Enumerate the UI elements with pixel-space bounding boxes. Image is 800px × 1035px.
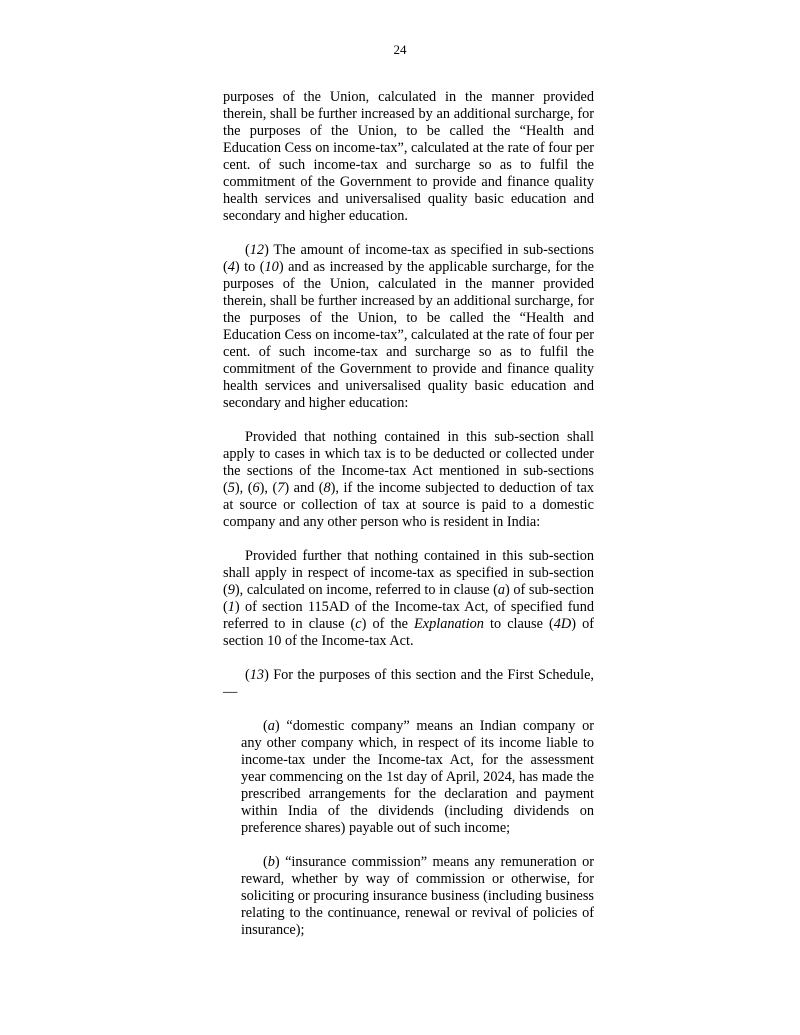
clause-letter: a [267,718,275,734]
proviso-1: Provided that nothing contained in this sub-section shall apply to cases in which tax is to be deducted or collected under the sections of the Income-tax Act mentioned in sub-sections (5), (6), (7) and (8), if the income subjected to deduction of tax at source or collection of tax at source is paid to a domestic company and any other person who is resident in India: [223,429,594,530]
sub-section-number: 13 [249,667,265,683]
sub-section-number: 12 [249,242,265,258]
document-body [223,89,594,956]
paragraph-continued [223,89,594,225]
proviso-2: Provided further that nothing contained in this sub-section shall apply in respect of income-tax as specified in sub-section (9), calculated on income, referred to in clause (a) of sub-section (1) of section 115AD of the Income-tax Act, of specified fund referred to in clause (c) of the Explanation to clause (4D) of section 10 of the Income-tax Act. [223,548,595,649]
clause-b: (b) “insurance commission” means any remuneration or reward, whether by way of commission or otherwise, for soliciting or procuring insurance business (including business relating to the continuance, renewal or revival of policies of insurance); [241,854,594,938]
page-number: 24 [393,42,407,57]
clause-letter: b [267,854,275,870]
clause-a: (a) “domestic company” means an Indian company or any other company which, in respect of its income liable to income-tax under the Income-tax Act, for the assessment year commencing on the 1st day of April, 2024, has made the prescribed arrangements for the declaration and payment within India of the dividends (including dividends on preference shares) payable out of such income; [241,718,594,836]
sub-section-12: (12) The amount of income-tax as specified in sub-sections (4) to (10) and as increased by the applicable surcharge, for the purposes of the Union, calculated in the manner provided therein, shall be further increased by an additional surcharge, for the purposes of the Union, to be called the “Health and Education Cess on income-tax”, calculated at the rate of four per cent. of such income-tax and surcharge so as to fulfil the commitment of the Government to provide and finance quality health services and universalised quality basic education and secondary and higher education: [223,242,594,411]
sub-section-13: (13) For the purposes of this section and the First Schedule,— [223,667,594,700]
paragraph-text: purposes of the Union, calculated in the manner provided therein, shall be further increased by an additional surcharge, for the purposes of the Union, to be called the “Health and Education Cess on income-tax”, calculated at the rate of four per cent. of such income-tax and surcharge so as to fulfil the commitment of the Government to provide and finance quality health services and universalised quality basic education and secondary and higher education. [223,89,594,224]
